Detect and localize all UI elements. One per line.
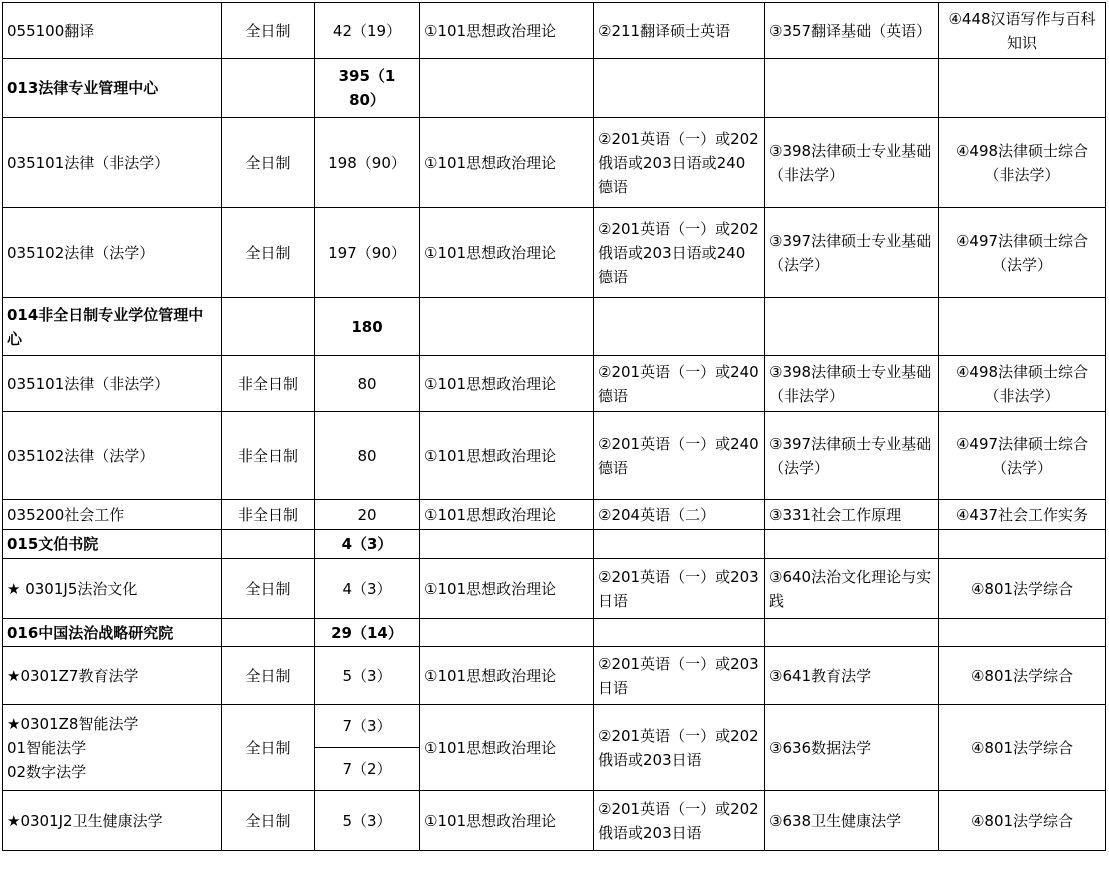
direction-1-count: 7（3） (315, 705, 419, 748)
enrollment-count (315, 705, 420, 791)
department-row (3, 530, 1106, 559)
exam-subject-1: ①101思想政治理论 (420, 356, 594, 412)
exam-subject-2: ②204英语（二） (594, 500, 765, 530)
exam-subject-4: ④497法律硕士综合（法学） (939, 208, 1106, 298)
enrollment-count: 20 (315, 500, 420, 530)
department-name: 013法律专业管理中心 (3, 59, 222, 118)
enrollment-count: 197（90） (315, 208, 420, 298)
exam-subject-3: ③640法治文化理论与实践 (765, 559, 939, 619)
exam-subject-1: ①101思想政治理论 (420, 208, 594, 298)
exam-subject-4: ④437社会工作实务 (939, 500, 1106, 530)
department-name: 014非全日制专业学位管理中心 (3, 298, 222, 356)
exam-subject-1: ①101思想政治理论 (420, 500, 594, 530)
table-row (3, 647, 1106, 705)
department-total: 180 (315, 298, 420, 356)
exam-subject-2: ②201英语（一）或240德语 (594, 356, 765, 412)
enrollment-count: 5（3） (315, 647, 420, 705)
study-mode: 非全日制 (222, 500, 315, 530)
table-row (3, 500, 1106, 530)
exam-subject-4: ④801法学综合 (939, 647, 1106, 705)
research-direction-1: 01智能法学 (7, 738, 87, 757)
table-row (3, 118, 1106, 208)
exam-subject-2: ②201英语（一）或203日语 (594, 647, 765, 705)
exam-subject-1: ①101思想政治理论 (420, 559, 594, 619)
study-mode: 全日制 (222, 118, 315, 208)
enrollment-count: 80 (315, 356, 420, 412)
enrollment-count: 5（3） (315, 791, 420, 851)
program-code: ★0301J2卫生健康法学 (3, 791, 222, 851)
study-mode: 全日制 (222, 559, 315, 619)
exam-subject-1: ①101思想政治理论 (420, 791, 594, 851)
program-code-title: ★0301Z8智能法学 (7, 714, 139, 733)
department-row (3, 59, 1106, 118)
exam-subject-1: ①101思想政治理论 (420, 705, 594, 791)
exam-subject-4: ④801法学综合 (939, 559, 1106, 619)
exam-subject-4: ④801法学综合 (939, 791, 1106, 851)
enrollment-count: 198（90） (315, 118, 420, 208)
exam-subject-1: ①101思想政治理论 (420, 412, 594, 500)
program-code: ★ 0301J5法治文化 (3, 559, 222, 619)
exam-subject-1: ①101思想政治理论 (420, 118, 594, 208)
exam-subject-3: ③397法律硕士专业基础（法学） (765, 412, 939, 500)
exam-subject-3: ③636数据法学 (765, 705, 939, 791)
exam-subject-1: ①101思想政治理论 (420, 647, 594, 705)
exam-subject-2: ②201英语（一）或203日语 (594, 559, 765, 619)
table-row (3, 791, 1106, 851)
department-total: 395（180） (315, 59, 420, 118)
exam-subject-4: ④498法律硕士综合（非法学） (939, 356, 1106, 412)
program-code: 035102法律（法学） (3, 412, 222, 500)
program-code: 035101法律（非法学） (3, 356, 222, 412)
program-code: 035200社会工作 (3, 500, 222, 530)
exam-subject-3: ③398法律硕士专业基础（非法学） (765, 356, 939, 412)
exam-subject-2: ②201英语（一）或202俄语或203日语或240德语 (594, 208, 765, 298)
table-row (3, 3, 1106, 59)
table-row (3, 208, 1106, 298)
study-mode: 非全日制 (222, 356, 315, 412)
table-row (3, 705, 1106, 791)
department-total: 4（3） (315, 530, 420, 559)
exam-subject-2: ②201英语（一）或240德语 (594, 412, 765, 500)
research-direction-2: 02数字法学 (7, 762, 87, 781)
exam-subject-3: ③638卫生健康法学 (765, 791, 939, 851)
table-row (3, 412, 1106, 500)
study-mode: 全日制 (222, 208, 315, 298)
program-code: ★0301Z7教育法学 (3, 647, 222, 705)
department-name: 016中国法治战略研究院 (3, 619, 222, 647)
exam-subject-2: ②201英语（一）或202俄语或203日语或240德语 (594, 118, 765, 208)
study-mode: 全日制 (222, 3, 315, 59)
department-total: 29（14） (315, 619, 420, 647)
exam-subject-3: ③357翻译基础（英语） (765, 3, 939, 59)
direction-2-count: 7（2） (342, 760, 392, 778)
exam-subject-3: ③641教育法学 (765, 647, 939, 705)
department-row (3, 619, 1106, 647)
exam-subject-3: ③397法律硕士专业基础（法学） (765, 208, 939, 298)
program-code: 035101法律（非法学） (3, 118, 222, 208)
study-mode: 全日制 (222, 647, 315, 705)
department-row (3, 298, 1106, 356)
enrollment-count: 4（3） (315, 559, 420, 619)
exam-subject-2: ②201英语（一）或202俄语或203日语 (594, 791, 765, 851)
program-code: 055100翻译 (3, 3, 222, 59)
enrollment-count: 80 (315, 412, 420, 500)
exam-subject-4: ④497法律硕士综合（法学） (939, 412, 1106, 500)
exam-subject-4: ④448汉语写作与百科知识 (939, 3, 1106, 59)
department-name: 015文伯书院 (3, 530, 222, 559)
study-mode: 非全日制 (222, 412, 315, 500)
exam-subject-4: ④801法学综合 (939, 705, 1106, 791)
study-mode: 全日制 (222, 705, 315, 791)
program-code: 035102法律（法学） (3, 208, 222, 298)
table-row (3, 356, 1106, 412)
admissions-table (2, 2, 1106, 851)
exam-subject-2: ②201英语（一）或202俄语或203日语 (594, 705, 765, 791)
exam-subject-3: ③331社会工作原理 (765, 500, 939, 530)
table-row (3, 559, 1106, 619)
exam-subject-2: ②211翻译硕士英语 (594, 3, 765, 59)
exam-subject-1: ①101思想政治理论 (420, 3, 594, 59)
enrollment-count: 42（19） (315, 3, 420, 59)
study-mode: 全日制 (222, 791, 315, 851)
program-code (3, 705, 222, 791)
exam-subject-4: ④498法律硕士综合（非法学） (939, 118, 1106, 208)
exam-subject-3: ③398法律硕士专业基础（非法学） (765, 118, 939, 208)
